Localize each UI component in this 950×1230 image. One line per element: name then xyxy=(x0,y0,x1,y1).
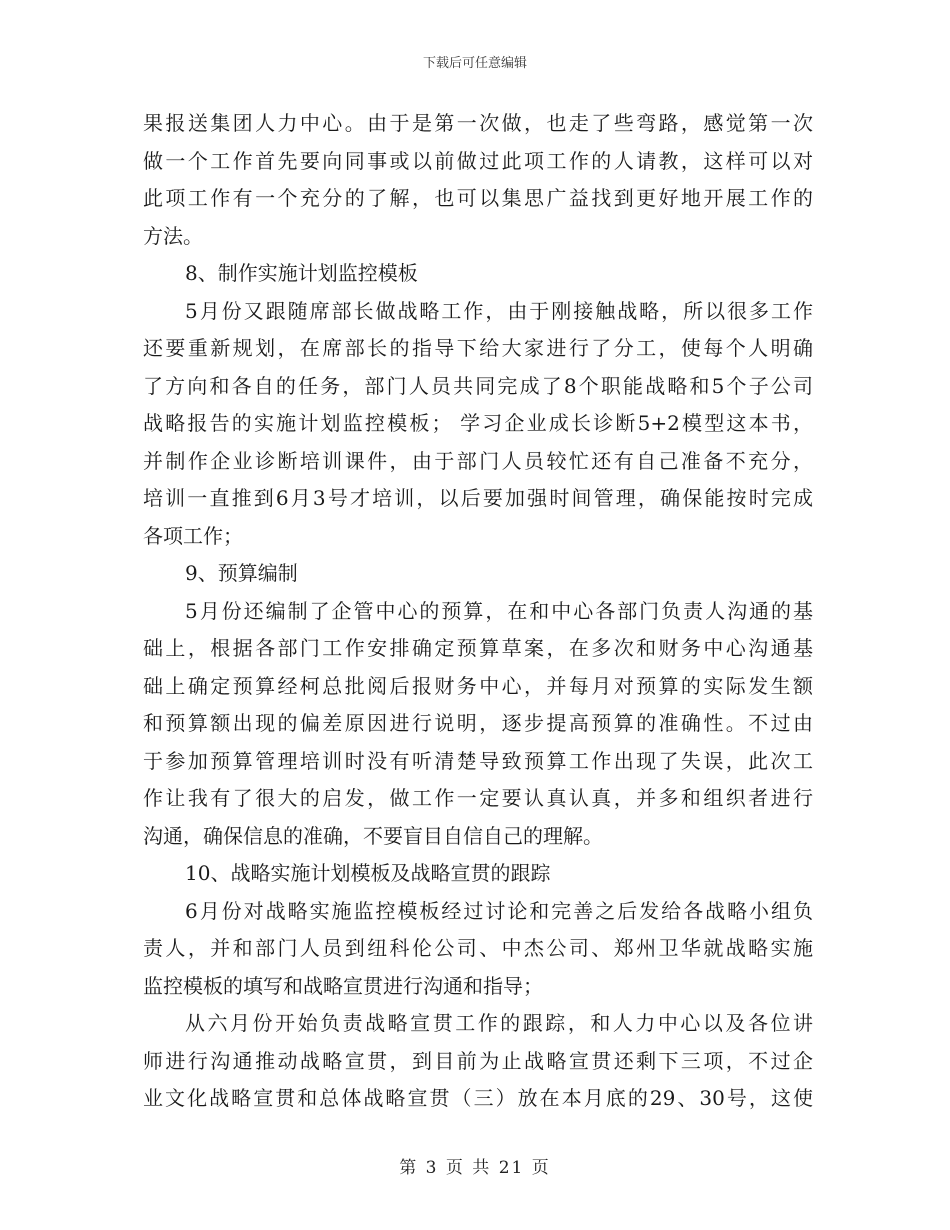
page-footer: 第 3 页 共 21 页 xyxy=(399,1158,551,1178)
text-line: 监控模板的填写和战略宣贯进行沟通和指导； xyxy=(143,973,543,998)
text-line: 培训一直推到6月3号才培训，以后要加强时间管理，确保能按时完成 xyxy=(143,486,813,510)
text-line: 责人，并和部门人员到纽科伦公司、中杰公司、郑州卫华就战略实施 xyxy=(143,936,813,960)
text-line: 此项工作有一个充分的了解，也可以集思广益找到更好地开展工作的 xyxy=(143,186,813,210)
text-line: 和预算额出现的偏差原因进行说明，逐步提高预算的准确性。不过由 xyxy=(143,711,813,735)
text-line: 师进行沟通推动战略宣贯，到目前为止战略宣贯还剩下三项，不过企 xyxy=(143,1048,813,1073)
page-header: 下载后可任意编辑 xyxy=(422,56,527,71)
text-line: 战略报告的实施计划监控模板； 学习企业成长诊断5+2模型这本书， xyxy=(143,411,813,435)
text-line: 6月份对战略实施监控模板经过讨论和完善之后发给各战略小组负 xyxy=(185,898,813,923)
text-line: 还要重新规划，在席部长的指导下给大家进行了分工，使每个人明确 xyxy=(143,336,813,360)
text-line: 10、战略实施计划模板及战略宣贯的跟踪 xyxy=(185,861,551,885)
text-line: 作让我有了很大的启发，做工作一定要认真认真，并多和组织者进行 xyxy=(143,786,813,810)
text-line: 各项工作； xyxy=(143,523,243,548)
text-line: 础上确定预算经柯总批阅后报财务中心，并每月对预算的实际发生额 xyxy=(143,673,813,698)
text-line: 8、制作实施计划监控模板 xyxy=(185,261,418,285)
text-line: 9、预算编制 xyxy=(185,561,298,585)
text-line: 沟通，确保信息的准确，不要盲目自信自己的理解。 xyxy=(143,823,603,848)
text-line: 于参加预算管理培训时没有听清楚导致预算工作出现了失误，此次工 xyxy=(143,748,813,773)
text-line: 方法。 xyxy=(143,223,203,248)
text-line: 5月份又跟随席部长做战略工作，由于刚接触战略，所以很多工作 xyxy=(185,298,813,323)
text-line: 并制作企业诊断培训课件，由于部门人员较忙还有自己准备不充分， xyxy=(143,448,813,473)
text-line: 果报送集团人力中心。由于是第一次做，也走了些弯路，感觉第一次 xyxy=(143,111,813,135)
text-line: 从六月份开始负责战略宣贯工作的跟踪，和人力中心以及各位讲 xyxy=(185,1011,813,1035)
text-line: 业文化战略宣贯和总体战略宣贯（三）放在本月底的29、30号，这使 xyxy=(143,1086,813,1110)
text-line: 做一个工作首先要向同事或以前做过此项工作的人请教，这样可以对 xyxy=(143,148,813,173)
document-body xyxy=(143,105,813,1118)
text-line: 础上，根据各部门工作安排确定预算草案，在多次和财务中心沟通基 xyxy=(143,636,813,660)
text-line: 5月份还编制了企管中心的预算，在和中心各部门负责人沟通的基 xyxy=(185,598,813,623)
text-line: 了方向和各自的任务，部门人员共同完成了8个职能战略和5个子公司 xyxy=(143,373,813,398)
